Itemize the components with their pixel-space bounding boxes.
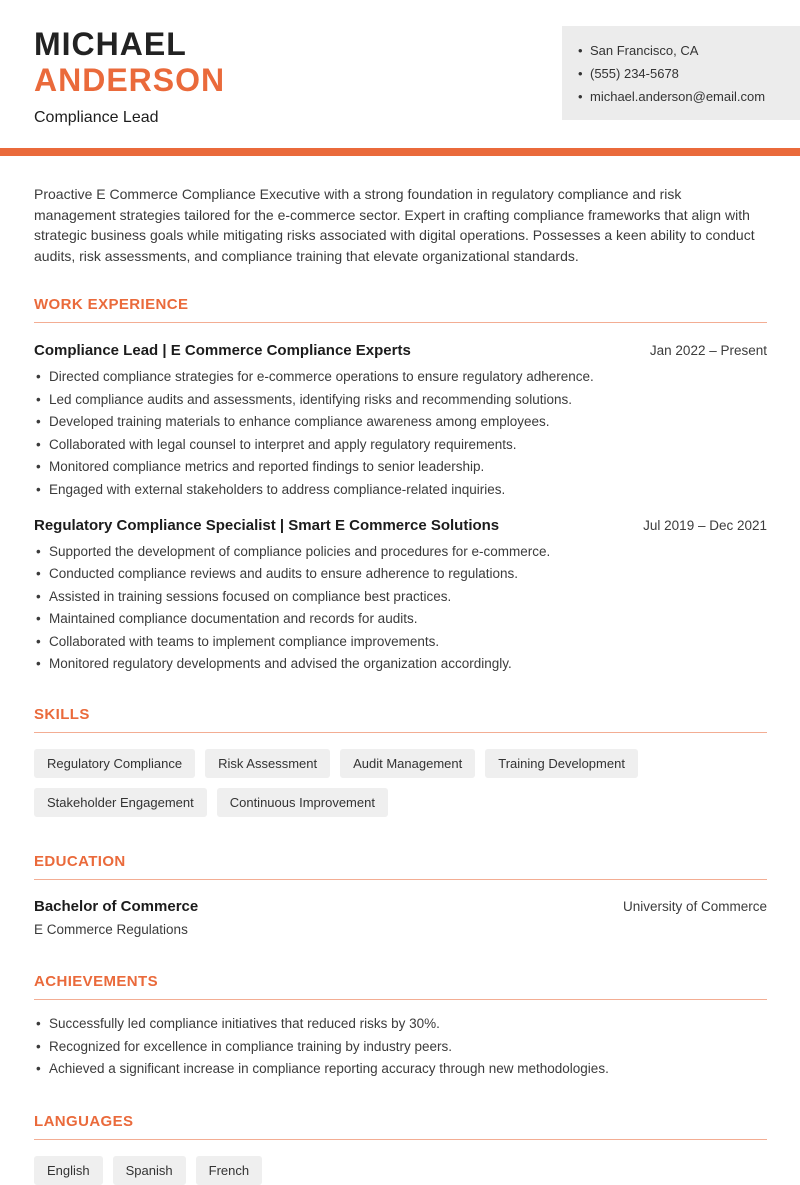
skill-tag: Audit Management [340,749,475,778]
summary-text: Proactive E Commerce Compliance Executive with a strong foundation in regulatory compliance and risk management strategies tailored for the e-commerce sector. Expert in crafting compliance frameworks that align with strategic business goals while mitigating risks associated with digital operations. Possesses a keen ability to conduct audits, risk assessments, and compliance training that elevate organizational standards. [34,186,755,264]
job-bullet: • Collaborated with teams to implement compliance improvements. [34,634,767,650]
education-heading: EDUCATION [34,853,767,880]
language-tag: English [34,1156,103,1185]
job-bullet: • Engaged with external stakeholders to address compliance-related inquiries. [34,482,767,498]
achievement-bullet: • Successfully led compliance initiatives that reduced risks by 30%. [34,1016,767,1032]
job-dates: Jul 2019 – Dec 2021 [643,517,767,533]
section-skills [34,706,767,817]
job-bullet: • Monitored compliance metrics and reported findings to senior leadership. [34,459,767,475]
language-tag: French [196,1156,262,1185]
first-name: MICHAEL [34,26,187,62]
skill-tag: Regulatory Compliance [34,749,195,778]
job-bullet: • Directed compliance strategies for e-commerce operations to ensure regulatory adherence. [34,369,767,385]
institution-name: University of Commerce [622,899,767,914]
skills-heading: SKILLS [34,706,767,733]
skills-tag-row [34,749,767,817]
section-languages [34,1113,767,1185]
resume-header [0,0,800,127]
contact-phone: • (555) 234-5678 [578,62,784,85]
headline-job-title: Compliance Lead [34,109,159,126]
section-achievements [34,973,767,1077]
job-bullet: • Supported the development of compliance policies and procedures for e-commerce. [34,544,767,560]
accent-bar [0,148,800,156]
job-bullet: • Monitored regulatory developments and advised the organization accordingly. [34,656,767,672]
section-education [34,853,767,937]
job-bullet-list [34,544,767,673]
resume-content [0,184,800,1185]
job-bullet: • Conducted compliance reviews and audits to ensure adherence to regulations. [34,566,767,582]
job-entry [34,517,767,673]
job-head [34,342,767,359]
job-bullet: • Developed training materials to enhance compliance awareness among employees. [34,414,767,430]
job-bullet-list [34,369,767,498]
skill-tag: Stakeholder Engagement [34,788,207,817]
work-experience-heading: WORK EXPERIENCE [34,296,767,323]
job-entry [34,342,767,498]
section-work-experience [34,296,767,672]
field-of-study: E Commerce Regulations [34,922,188,937]
achievement-bullet: • Recognized for excellence in compliance training by industry peers. [34,1039,767,1055]
job-title: Compliance Lead | E Commerce Compliance Experts [34,342,411,359]
job-bullet: • Assisted in training sessions focused on compliance best practices. [34,589,767,605]
last-name: ANDERSON [34,62,226,98]
skill-tag: Training Development [485,749,638,778]
languages-tag-row [34,1156,767,1185]
achievements-heading: ACHIEVEMENTS [34,973,767,1000]
job-dates: Jan 2022 – Present [649,343,767,358]
achievements-list [34,1016,767,1077]
contact-box [562,26,800,120]
contact-location: • San Francisco, CA [578,39,784,62]
job-bullet: • Led compliance audits and assessments, identifying risks and recommending solutions. [34,392,767,408]
identity-block [34,26,225,127]
education-entry [34,898,767,915]
degree-name: Bachelor of Commerce [34,898,199,915]
language-tag: Spanish [113,1156,186,1185]
job-bullet: • Collaborated with legal counsel to interpret and apply regulatory requirements. [34,437,767,453]
job-bullet: • Maintained compliance documentation and records for audits. [34,611,767,627]
job-title: Regulatory Compliance Specialist | Smart E Commerce Solutions [34,516,500,534]
achievement-bullet: • Achieved a significant increase in compliance reporting accuracy through new methodologies. [34,1061,767,1077]
skill-tag: Continuous Improvement [217,788,388,817]
contact-email: • michael.anderson@email.com [578,85,784,108]
languages-heading: LANGUAGES [34,1113,767,1140]
job-head [34,517,767,534]
skill-tag: Risk Assessment [205,749,330,778]
